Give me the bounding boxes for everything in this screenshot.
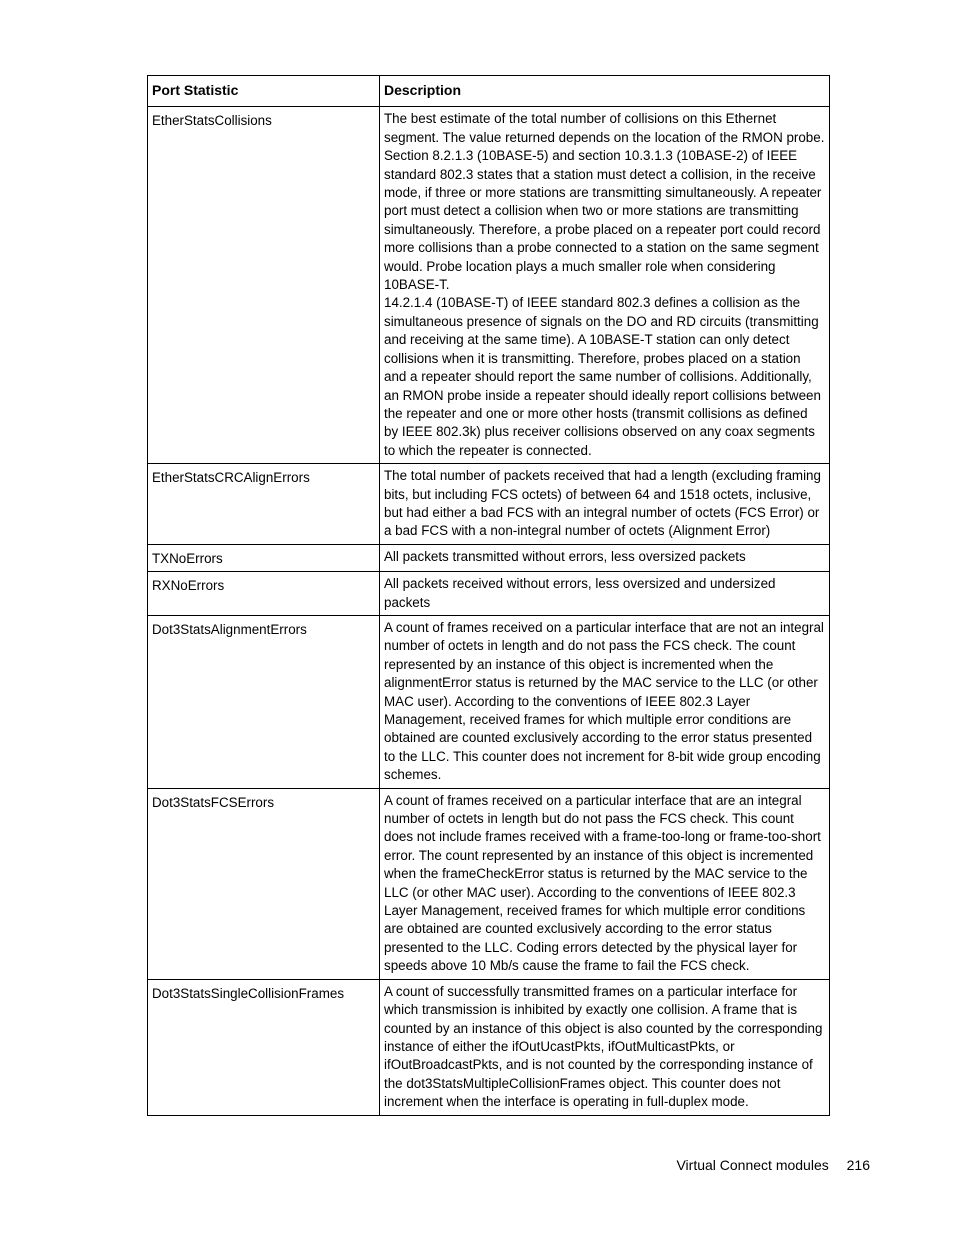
footer-section-title: Virtual Connect modules: [676, 1157, 829, 1173]
description-paragraph: A count of frames received on a particular interface that are not an integral number of octets in length and do not pass the FCS check. The count represented by an instance of this object is incremented when the alignmentError status is returned by the MAC service to the LLC (or other MAC user). According to the conventions of IEEE 802.3 Layer Management, received frames for which multiple error conditions are obtained are counted exclusively according to the error status presented to the LLC. This counter does not increment for 8-bit wide group encoding schemes.: [384, 619, 824, 783]
table-row: [148, 544, 830, 571]
stat-name: RXNoErrors: [148, 572, 380, 616]
description-paragraph: The best estimate of the total number of collisions on this Ethernet segment. The value returned depends on the location of the RMON probe. Section 8.2.1.3 (10BASE-5) and section 10.3.1.3 (10BASE-2) of IEEE standard 802.3 states that a station must detect a collision, in the receive mode, if three or more stations are transmitting simultaneously. A repeater port must detect a collision when two or more stations are transmitting simultaneously. Therefore, a probe placed on a repeater port could record more collisions than a probe connected to a station on the same segment would. Probe location plays a much smaller role when considering 10BASE-T.: [384, 111, 825, 293]
stat-description: [380, 572, 830, 616]
stat-name: Dot3StatsAlignmentErrors: [148, 615, 380, 788]
table-row: [148, 464, 830, 545]
description-paragraph: The total number of packets received that had a length (excluding framing bits, but including FCS octets) of between 64 and 1518 octets, inclusive, but had either a bad FCS with an integral number of octets (FCS Error) or a bad FCS with a non-integral number of octets (Alignment Error): [384, 468, 821, 539]
table-row: [148, 572, 830, 616]
table-row: [148, 979, 830, 1115]
stat-name: EtherStatsCRCAlignErrors: [148, 464, 380, 545]
header-description: Description: [380, 76, 830, 107]
table-row: [148, 788, 830, 979]
stat-description: [380, 979, 830, 1115]
stat-name: Dot3StatsSingleCollisionFrames: [148, 979, 380, 1115]
description-paragraph: A count of successfully transmitted frames on a particular interface for which transmission is inhibited by exactly one collision. A frame that is counted by an instance of this object is also counted by the corresponding instance of either the ifOutUcastPkts, ifOutMulticastPkts, or ifOutBroadcastPkts, and is not counted by the corresponding instance of the dot3StatsMultipleCollisionFrames object. This counter does not increment when the interface is operating in full-duplex mode.: [384, 983, 823, 1110]
stat-description: [380, 788, 830, 979]
stat-description: [380, 544, 830, 571]
header-row: [148, 76, 830, 107]
stat-description: [380, 464, 830, 545]
footer-page-number: 216: [846, 1157, 870, 1173]
stat-name: Dot3StatsFCSErrors: [148, 788, 380, 979]
stat-description: [380, 107, 830, 464]
port-statistics-table: [147, 75, 830, 1116]
description-paragraph: 14.2.1.4 (10BASE-T) of IEEE standard 802.3 defines a collision as the simultaneous presence of signals on the DO and RD circuits (transmitting and receiving at the same time). A 10BASE-T station can only detect collisions when it is transmitting. Therefore, probes placed on a station and a repeater should report the same number of collisions. Additionally, an RMON probe inside a repeater should ideally report collisions between the repeater and one or more other hosts (transmit collisions as defined by IEEE 802.3k) plus receiver collisions observed on any coax segments to which the repeater is connected.: [384, 295, 821, 458]
description-paragraph: All packets transmitted without errors, less oversized packets: [384, 548, 746, 564]
page-footer: [676, 1157, 870, 1173]
stat-description: [380, 615, 830, 788]
header-port-statistic: Port Statistic: [148, 76, 380, 107]
description-paragraph: All packets received without errors, less oversized and undersized packets: [384, 576, 776, 610]
stat-name: TXNoErrors: [148, 544, 380, 571]
stat-name: EtherStatsCollisions: [148, 107, 380, 464]
description-paragraph: A count of frames received on a particular interface that are an integral number of octets in length but do not pass the FCS check. This count does not include frames received with a frame-too-long or frame-too-short error. The count represented by an instance of this object is incremented when the frameCheckError status is returned by the MAC service to the LLC (or other MAC user). According to the conventions of IEEE 802.3 Layer Management, received frames for which multiple error conditions are obtained are counted exclusively according to the error status presented to the LLC. Coding errors detected by the physical layer for speeds above 10 Mb/s cause the frame to fail the FCS check.: [384, 792, 821, 974]
table-row: [148, 107, 830, 464]
table-header: [148, 76, 830, 107]
table-row: [148, 615, 830, 788]
